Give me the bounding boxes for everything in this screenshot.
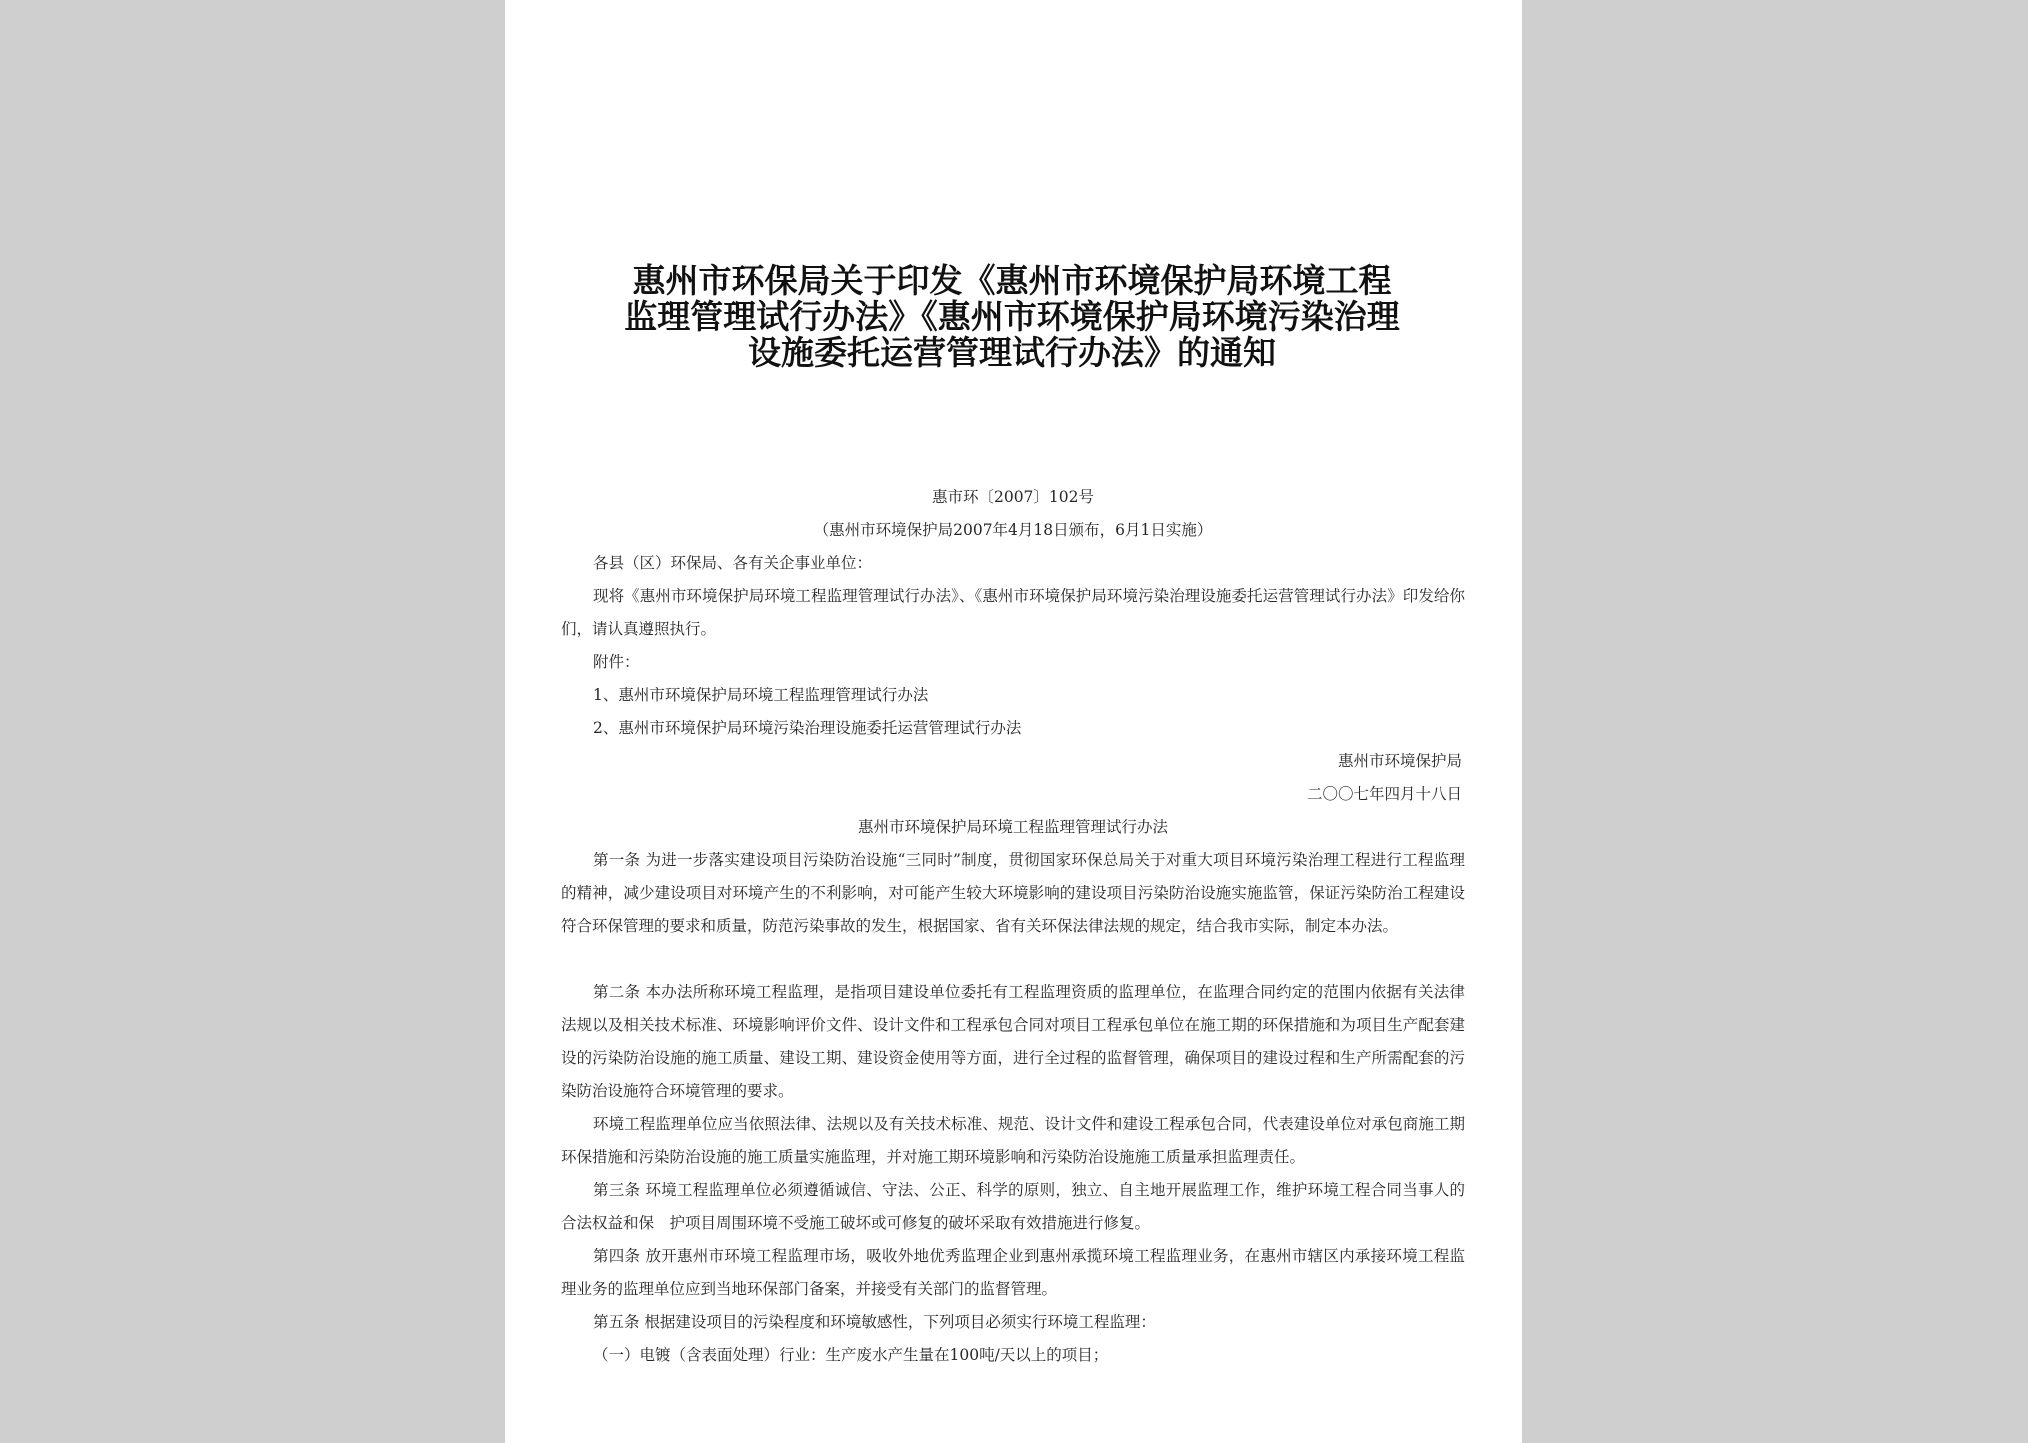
- document-title-line-2: 监理管理试行办法》《惠州市环境保护局环境污染治理: [624, 297, 1400, 336]
- attachments-label: 附件：: [593, 653, 640, 671]
- recipients: 各县（区）环保局、各有关企事业单位：: [593, 554, 873, 572]
- document-page: [505, 0, 1522, 1443]
- section-title: 惠州市环境保护局环境工程监理管理试行办法: [857, 818, 1168, 836]
- attachment-item-1: 1、惠州市环境保护局环境工程监理管理试行办法: [593, 686, 929, 704]
- document-title-line-3: 设施委托运营管理试行办法》的通知: [748, 333, 1276, 372]
- issue-date: 二〇〇七年四月十八日: [1306, 785, 1462, 803]
- issuer-signature: 惠州市环境保护局: [1337, 752, 1462, 770]
- attachment-item-2: 2、惠州市环境保护局环境污染治理设施委托运营管理试行办法: [593, 719, 1022, 737]
- article-3: 第三条 环境工程监理单位必须遵循诚信、守法、公正、科学的原则，独立、自主地开展监理工作，维护环境工程合同当事人的合法权益和保 护项目周围环境不受施工破坏或可修复的破坏采取有效措施进行修复。: [561, 1181, 1465, 1232]
- article-5-item-1: （一）电镀（含表面处理）行业：生产废水产生量在100吨/天以上的项目；: [593, 1346, 1109, 1364]
- article-2: 第二条 本办法所称环境工程监理，是指项目建设单位委托有工程监理资质的监理单位，在监理合同约定的范围内依据有关法律法规以及相关技术标准、环境影响评价文件、设计文件和工程承包合同对项目工程承包单位在施工期的环保措施和为项目生产配套建设的污染防治设施的施工质量、建设工期、建设资金使用等方面，进行全过程的监督管理，确保项目的建设过程和生产所需配套的污染防治设施符合环境管理的要求。: [561, 983, 1465, 1100]
- document-number: 惠市环〔2007〕102号: [931, 488, 1095, 506]
- notice-paragraph: 现将《惠州市环境保护局环境工程监理管理试行办法》、《惠州市环境保护局环境污染治理设施委托运营管理试行办法》印发给你们，请认真遵照执行。: [561, 587, 1465, 638]
- document-title-line-1: 惠州市环保局关于印发《惠州市环境保护局环境工程: [632, 261, 1392, 300]
- article-1: 第一条 为进一步落实建设项目污染防治设施“三同时”制度，贯彻国家环保总局关于对重大项目环境污染治理工程进行工程监理的精神，减少建设项目对环境产生的不利影响，对可能产生较大环境影响的建设项目污染防治设施实施监管，保证污染防治工程建设符合环保管理的要求和质量，防范污染事故的发生，根据国家、省有关环保法律法规的规定，结合我市实际，制定本办法。: [561, 851, 1465, 935]
- article-2-paragraph-2: 环境工程监理单位应当依照法律、法规以及有关技术标准、规范、设计文件和建设工程承包合同，代表建设单位对承包商施工期环保措施和污染防治设施的施工质量实施监理，并对施工期环境影响和污染防治设施施工质量承担监理责任。: [561, 1115, 1465, 1166]
- article-5: 第五条 根据建设项目的污染程度和环境敏感性，下列项目必须实行环境工程监理：: [593, 1313, 1156, 1331]
- issue-info: （惠州市环境保护局2007年4月18日颁布，6月1日实施）: [813, 521, 1213, 539]
- article-4: 第四条 放开惠州市环境工程监理市场，吸收外地优秀监理企业到惠州承揽环境工程监理业务，在惠州市辖区内承接环境工程监理业务的监理单位应到当地环保部门备案，并接受有关部门的监督管理。: [561, 1247, 1465, 1298]
